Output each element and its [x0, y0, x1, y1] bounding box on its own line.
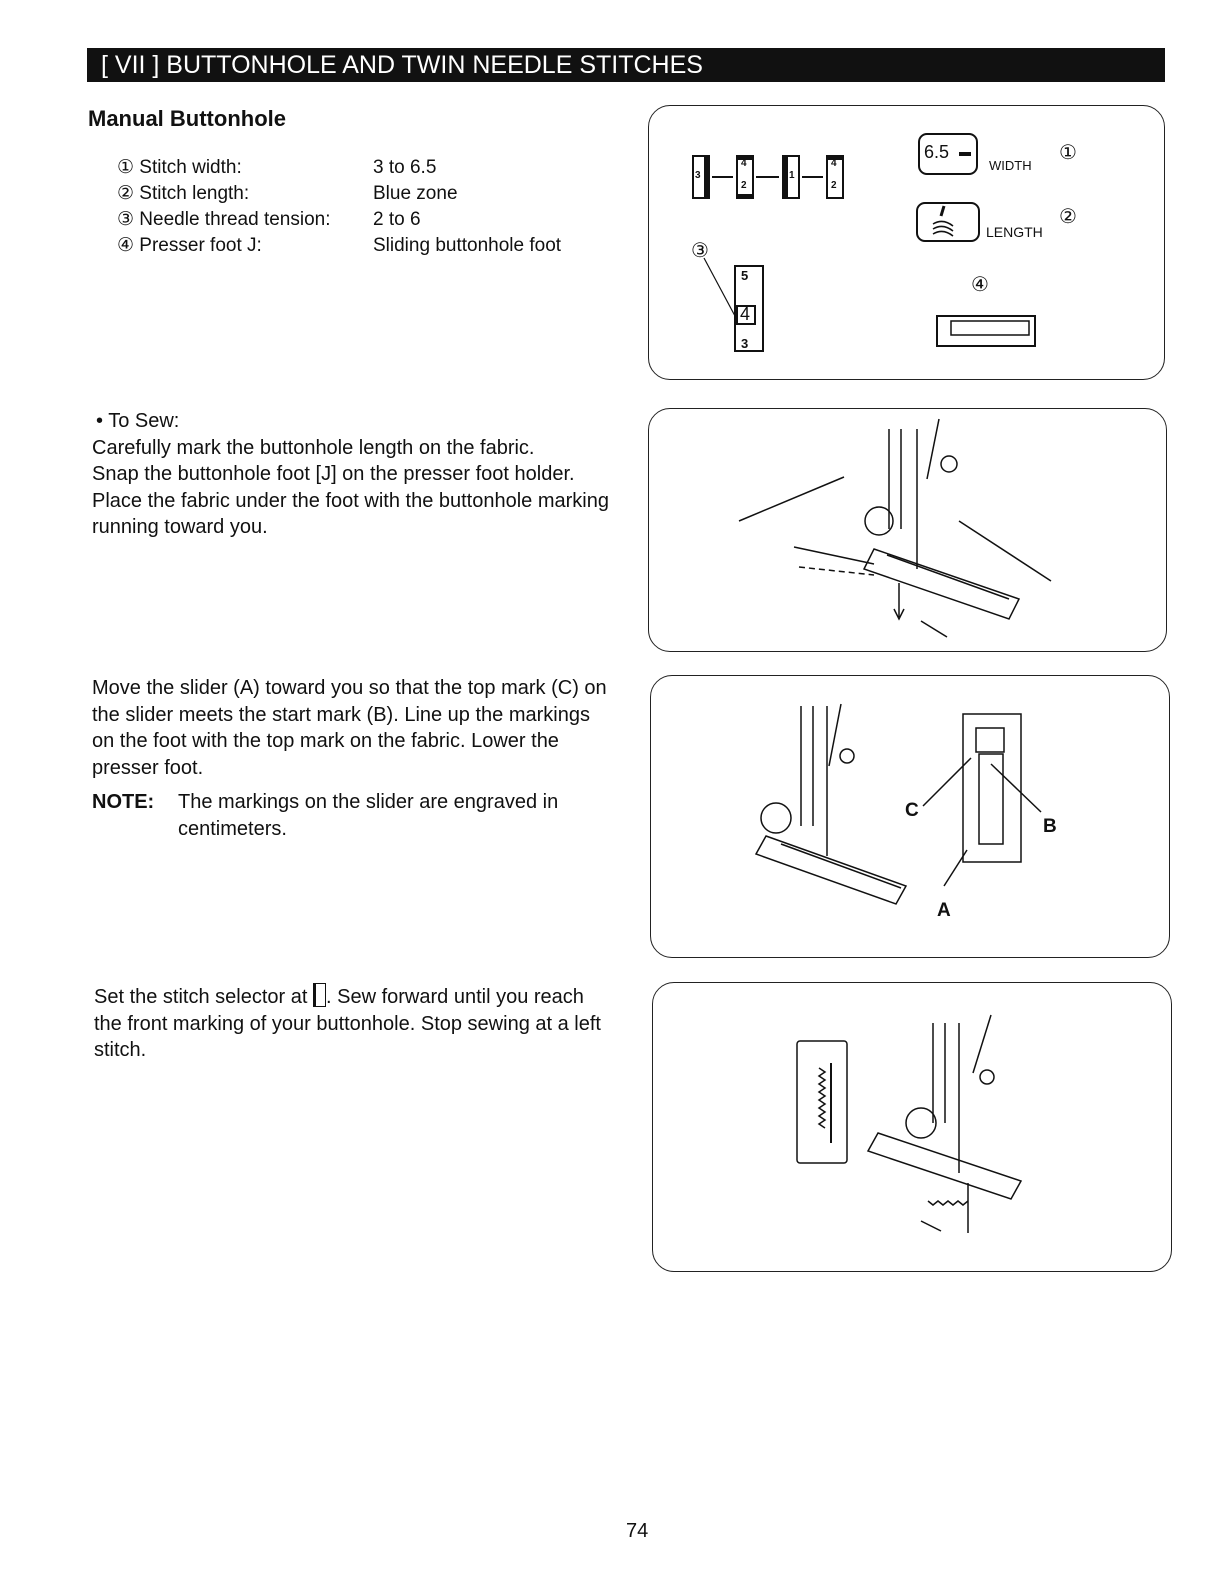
setting-row: [117, 155, 561, 181]
section-header: [ VII ] BUTTONHOLE AND TWIN NEEDLE STITCHES: [87, 48, 1165, 82]
tension-callout: ③: [691, 240, 709, 262]
sequence-step: 2: [741, 180, 747, 191]
to-sew-heading: • To Sew:: [96, 410, 180, 432]
width-dash-icon: [959, 152, 971, 156]
stitch-selector-icon: [313, 983, 326, 1007]
width-callout: ①: [1059, 142, 1077, 164]
setting-row: [117, 233, 561, 259]
tension-value: 5: [741, 268, 749, 283]
length-label: LENGTH: [986, 224, 1043, 240]
selector-text: [94, 983, 614, 1064]
selector-instructions: [94, 983, 614, 1064]
label-a: A: [937, 900, 951, 921]
slider-instructions: [92, 675, 612, 842]
to-sew-instructions: [92, 408, 612, 541]
sequence-step: 1: [789, 170, 795, 181]
note: [92, 789, 612, 842]
sequence-step: 2: [831, 180, 837, 191]
setting-row: [117, 181, 561, 207]
instruction-line: Place the fabric under the foot with the buttonhole marking running toward you.: [92, 489, 609, 538]
label-c: C: [905, 800, 919, 821]
page-number: 74: [626, 1520, 649, 1542]
sequence-step: 3: [695, 170, 701, 181]
setting-row: [117, 207, 561, 233]
slider-illustration: [650, 675, 1170, 958]
setting-key: ① Stitch width:: [117, 157, 242, 178]
setting-key: ② Stitch length:: [117, 183, 250, 204]
foot-callout: ④: [971, 274, 989, 296]
selector-text-before: Set the stitch selector at: [94, 986, 308, 1008]
setting-key: ③ Needle thread tension:: [117, 209, 331, 230]
note-text: The markings on the slider are engraved in centimeters.: [178, 791, 559, 840]
sequence-step: 4: [741, 158, 747, 169]
sequence-step: 4: [831, 158, 837, 169]
setting-value: Sliding buttonhole foot: [373, 235, 562, 256]
width-label: WIDTH: [989, 158, 1032, 173]
sewing-machine-foot-icon: [649, 409, 1168, 653]
settings-list: [117, 155, 561, 259]
section-title: Manual Buttonhole: [88, 106, 286, 131]
slider-text: Move the slider (A) toward you so that the top mark (C) on the slider meets the start mark (B). Line up the markings on the foot with the top mark on the fabric. Lower the presser foot.: [92, 677, 607, 779]
selector-text-after: . Sew forward until you reach the front marking of your buttonhole. Stop sewing at a left stitch.: [94, 986, 601, 1061]
tension-value: 4: [740, 304, 751, 324]
label-b: B: [1043, 816, 1057, 837]
note-label: NOTE:: [92, 791, 155, 813]
length-callout: ②: [1059, 206, 1077, 228]
instruction-line: Carefully mark the buttonhole length on the fabric.: [92, 436, 535, 459]
setting-key: ④ Presser foot J:: [117, 235, 262, 256]
presser-foot-illustration: [648, 408, 1167, 652]
setting-value: Blue zone: [373, 183, 458, 204]
instruction-line: Snap the buttonhole foot [J] on the presser foot holder.: [92, 463, 575, 485]
setting-value: 3 to 6.5: [373, 157, 437, 178]
tension-value: 3: [741, 336, 749, 351]
sewing-forward-icon: [653, 983, 1173, 1273]
setting-value: 2 to 6: [373, 209, 421, 230]
sew-forward-illustration: [652, 982, 1172, 1272]
stitch-sequence-icon: [649, 106, 1166, 381]
width-value: 6.5: [924, 142, 950, 162]
settings-diagram: [648, 105, 1165, 380]
